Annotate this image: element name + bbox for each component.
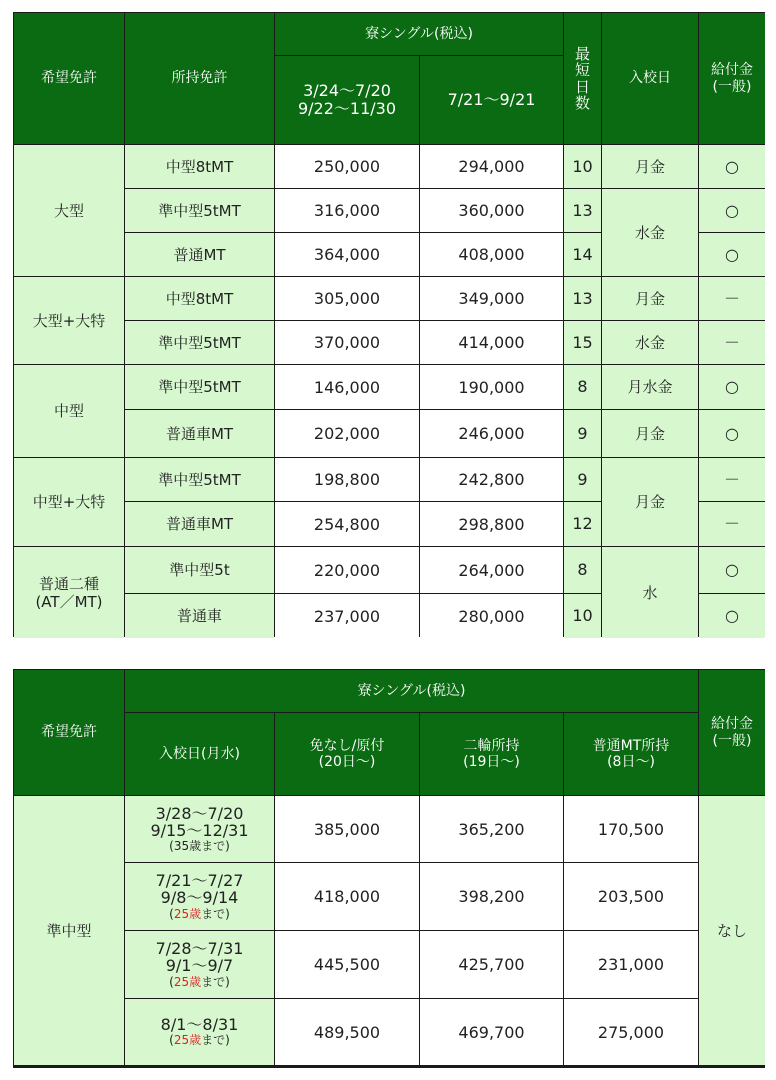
header-min-days-char: 最 xyxy=(574,44,590,63)
price-cell: 264,000 xyxy=(420,547,563,593)
grant-cell: ○ xyxy=(699,145,765,188)
header-dorm-single: 寮シングル(税込) xyxy=(125,670,698,712)
age-paren: ( xyxy=(169,839,174,854)
header-standard-mt-held xyxy=(564,713,698,795)
entry-day-cell: 水金 xyxy=(602,321,698,364)
price-cell: 414,000 xyxy=(420,321,563,364)
min-days-cell: 9 xyxy=(564,458,601,501)
header-col-line: 免なし/原付 xyxy=(309,737,385,754)
age-number: 25歳 xyxy=(173,906,202,921)
held-license-cell: 準中型5t xyxy=(125,547,274,593)
entry-day-cell: 月金 xyxy=(602,277,698,320)
header-motorcycle-held xyxy=(420,713,563,795)
min-days-cell: 9 xyxy=(564,410,601,457)
entry-date-cell xyxy=(125,863,274,930)
header-min-days-char: 日 xyxy=(574,77,590,96)
price-cell: 254,800 xyxy=(275,502,419,546)
price-cell: 370,000 xyxy=(275,321,419,364)
group-label: 中型 xyxy=(14,365,124,457)
age-limit-note xyxy=(169,1033,230,1047)
entry-day-cell: 水金 xyxy=(602,189,698,276)
age-number: 25歳 xyxy=(173,974,202,989)
header-col-line: 二輪所持 xyxy=(463,737,520,754)
date-range-line: 9/8～9/14 xyxy=(160,888,239,908)
header-col-line: (8日～) xyxy=(607,754,655,770)
age-paren: ( xyxy=(169,906,174,921)
price-cell: 385,000 xyxy=(275,796,419,862)
min-days-cell: 13 xyxy=(564,277,601,320)
min-days-cell: 14 xyxy=(564,233,601,276)
held-license-cell: 普通MT xyxy=(125,233,274,276)
date-range-line: 7/28～7/31 xyxy=(155,939,244,959)
date-range-line: 9/1～9/7 xyxy=(165,956,234,976)
grant-cell: ○ xyxy=(699,410,765,457)
held-license-cell: 普通車MT xyxy=(125,410,274,457)
held-license-cell: 準中型5tMT xyxy=(125,189,274,232)
grant-cell: ○ xyxy=(699,365,765,409)
price-cell: 398,200 xyxy=(420,863,563,930)
price-cell: 445,500 xyxy=(275,931,419,998)
age-number: 25歳 xyxy=(173,1033,202,1048)
min-days-cell: 10 xyxy=(564,145,601,188)
header-grant-line: (一般) xyxy=(712,732,752,749)
price-cell: 170,500 xyxy=(564,796,698,862)
age-limit-note xyxy=(169,839,230,853)
held-license-cell: 準中型5tMT xyxy=(125,321,274,364)
age-suffix: まで) xyxy=(201,906,230,921)
price-cell: 231,000 xyxy=(564,931,698,998)
date-range-line: 8/1～8/31 xyxy=(160,1015,239,1035)
price-cell: 280,000 xyxy=(420,594,563,638)
price-cell: 316,000 xyxy=(275,189,419,232)
date-range-line: 9/15～12/31 xyxy=(150,820,249,840)
age-suffix: まで) xyxy=(201,974,230,989)
header-grant-line: 給付金 xyxy=(711,62,753,79)
header-held-license: 所持免許 xyxy=(125,13,274,144)
grant-cell: － xyxy=(699,502,765,546)
header-grant xyxy=(699,13,765,144)
price-cell: 146,000 xyxy=(275,365,419,409)
min-days-cell: 10 xyxy=(564,594,601,638)
header-min-days xyxy=(564,13,601,144)
grant-cell: ○ xyxy=(699,189,765,232)
price-cell: 364,000 xyxy=(275,233,419,276)
price-cell: 365,200 xyxy=(420,796,563,862)
held-license-cell: 普通車 xyxy=(125,594,274,638)
min-days-cell: 8 xyxy=(564,365,601,409)
header-no-license xyxy=(275,713,419,795)
price-cell: 242,800 xyxy=(420,458,563,501)
price-cell: 190,000 xyxy=(420,365,563,409)
header-desired-license: 希望免許 xyxy=(14,13,124,144)
price-cell: 305,000 xyxy=(275,277,419,320)
min-days-cell: 12 xyxy=(564,502,601,546)
min-days-cell: 15 xyxy=(564,321,601,364)
header-period-line: 9/22～11/30 xyxy=(297,99,397,118)
held-license-cell: 準中型5tMT xyxy=(125,458,274,501)
price-cell: 349,000 xyxy=(420,277,563,320)
header-grant xyxy=(699,670,765,795)
grant-cell: なし xyxy=(699,796,765,1065)
grant-cell: ○ xyxy=(699,233,765,276)
price-cell: 220,000 xyxy=(275,547,419,593)
group-label: 大型+大特 xyxy=(14,277,124,364)
age-limit-note xyxy=(169,975,230,989)
price-cell: 360,000 xyxy=(420,189,563,232)
price-cell: 237,000 xyxy=(275,594,419,638)
date-range-line: 3/28～7/20 xyxy=(155,803,244,823)
age-suffix: 歳まで) xyxy=(189,839,230,854)
age-suffix: まで) xyxy=(201,1033,230,1048)
held-license-cell: 準中型5tMT xyxy=(125,365,274,409)
price-table-1 xyxy=(13,12,765,637)
price-cell: 425,700 xyxy=(420,931,563,998)
header-grant-line: 給付金 xyxy=(711,716,753,733)
header-grant-line: (一般) xyxy=(712,78,752,95)
header-desired-license: 希望免許 xyxy=(14,670,124,795)
entry-date-cell xyxy=(125,999,274,1065)
grant-cell: ○ xyxy=(699,594,765,638)
header-col-line: (19日～) xyxy=(463,754,520,770)
price-cell: 489,500 xyxy=(275,999,419,1065)
header-min-days-char: 数 xyxy=(574,94,590,112)
price-cell: 275,000 xyxy=(564,999,698,1065)
group-label: 中型+大特 xyxy=(14,458,124,546)
price-cell: 198,800 xyxy=(275,458,419,501)
age-number: 35 xyxy=(173,839,190,854)
header-period-line: 3/24～7/20 xyxy=(303,81,391,101)
header-dorm-single: 寮シングル(税込) xyxy=(275,13,563,55)
entry-day-cell: 月金 xyxy=(602,410,698,457)
header-min-days-char: 短 xyxy=(574,61,590,79)
age-limit-note xyxy=(169,907,230,921)
age-paren: ( xyxy=(169,1033,174,1048)
grant-cell: － xyxy=(699,458,765,501)
price-cell: 408,000 xyxy=(420,233,563,276)
group-label: 大型 xyxy=(14,145,124,276)
entry-day-cell: 月金 xyxy=(602,458,698,546)
grant-cell: ○ xyxy=(699,547,765,593)
entry-date-cell xyxy=(125,796,274,862)
entry-day-cell: 月金 xyxy=(602,145,698,188)
group-label: 普通二種 (AT／MT) xyxy=(14,547,124,638)
header-period-2: 7/21～9/21 xyxy=(420,56,563,144)
min-days-cell: 8 xyxy=(564,547,601,593)
license-label: 準中型 xyxy=(14,796,124,1065)
header-entry-date: 入校日(月水) xyxy=(125,713,274,795)
price-cell: 203,500 xyxy=(564,863,698,930)
entry-date-cell xyxy=(125,931,274,998)
price-cell: 418,000 xyxy=(275,863,419,930)
price-cell: 246,000 xyxy=(420,410,563,457)
held-license-cell: 普通車MT xyxy=(125,502,274,546)
held-license-cell: 中型8tMT xyxy=(125,145,274,188)
entry-day-cell: 月水金 xyxy=(602,365,698,409)
price-table-2 xyxy=(13,669,765,1068)
price-cell: 298,800 xyxy=(420,502,563,546)
price-cell: 294,000 xyxy=(420,145,563,188)
min-days-cell: 13 xyxy=(564,189,601,232)
header-entry-day: 入校日 xyxy=(602,13,698,144)
price-cell: 250,000 xyxy=(275,145,419,188)
entry-day-cell: 水 xyxy=(602,547,698,638)
price-cell: 202,000 xyxy=(275,410,419,457)
grant-cell: － xyxy=(699,277,765,320)
header-period-1 xyxy=(275,56,419,144)
age-paren: ( xyxy=(169,974,174,989)
date-range-line: 7/21～7/27 xyxy=(155,871,244,891)
grant-cell: － xyxy=(699,321,765,364)
header-col-line: (20日～) xyxy=(318,754,376,770)
held-license-cell: 中型8tMT xyxy=(125,277,274,320)
header-col-line: 普通MT所持 xyxy=(592,737,670,754)
price-cell: 469,700 xyxy=(420,999,563,1065)
